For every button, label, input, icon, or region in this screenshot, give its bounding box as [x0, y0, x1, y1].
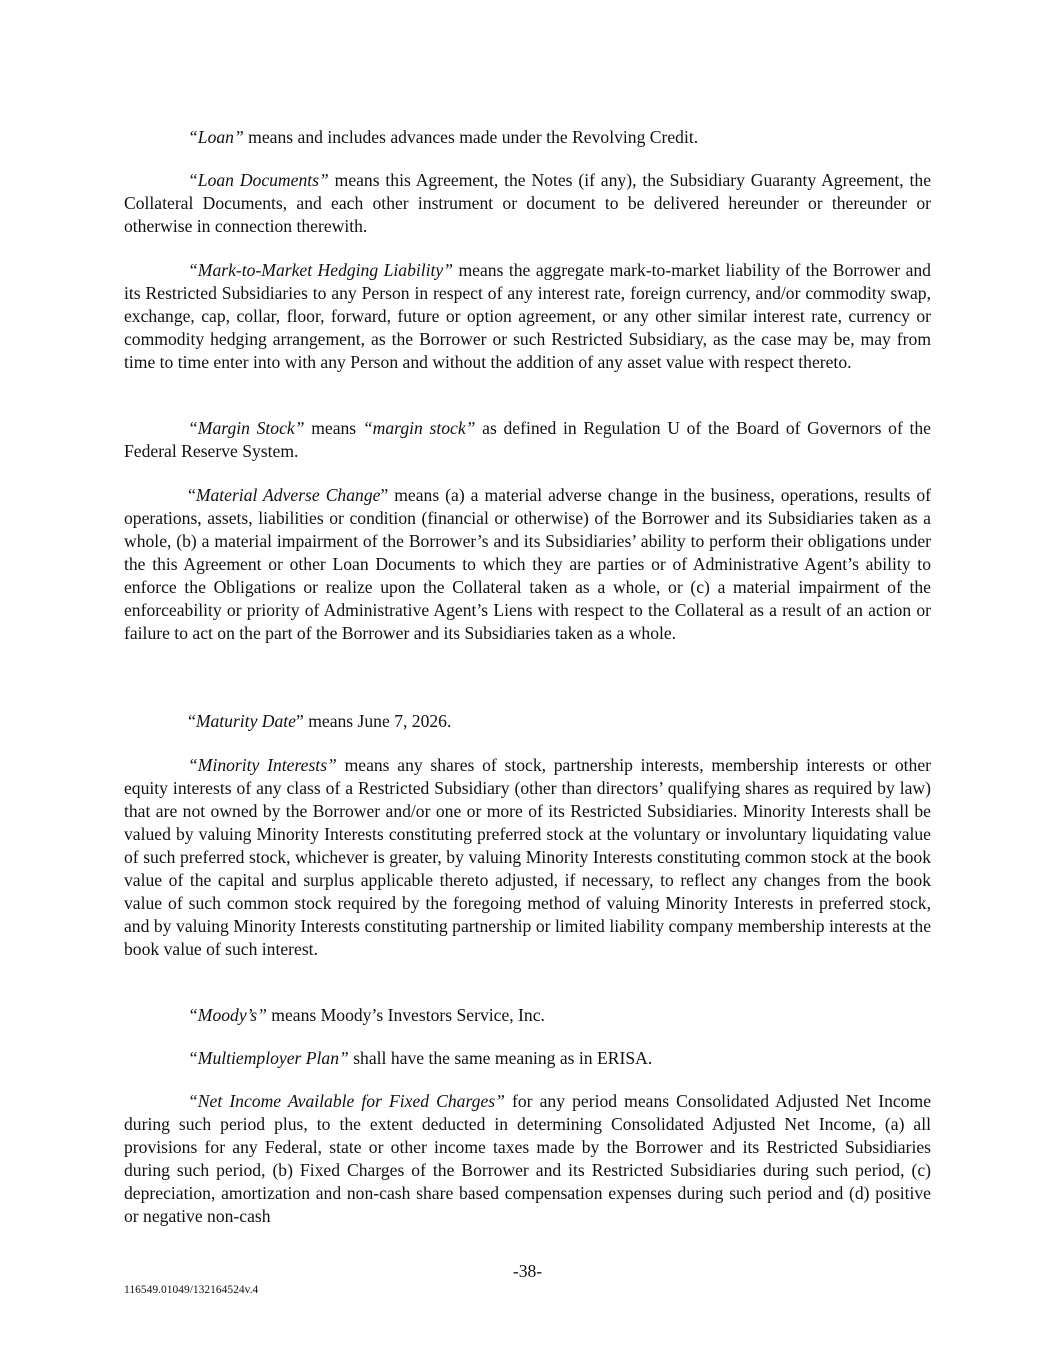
definition-text: for any period means Consolidated Adjusted Net Income during such period plus, to the extent deducted in determining Consolidated Adjusted Net Income, (a) all provisions for any Federal, state or other income taxes made by the Borrower and its Restricted Subsidiaries during such period, (b) Fixed Charges of the Borrower and its Restricted Subsidiaries during such period, (c) depreciation, amortization and non-cash share based compensation expenses during such period and (d) positive or negative non-cash: [124, 1091, 932, 1226]
definition-text: means this Agreement, the Notes (if any), the Subsidiary Guaranty Agreement, the Collateral Documents, and each other instrument or document to be delivered hereunder or thereunder or otherwise in connection therewith.: [124, 170, 931, 236]
defined-term: “Margin Stock”: [188, 418, 305, 438]
definition-material-adverse-change: “Material Adverse Change” means (a) a material adverse change in the business, operations, results of operations, assets, liabilities or condition (financial or otherwise) of the Borrower and its Subsidiaries taken as a whole, (b) a material impairment of the Borrower’s and its Subsidiaries’ ability to perform their obligations under the this Agreement or other Loan Documents to which they are parties or of Administrative Agent’s ability to enforce the Obligations or realize upon the Collateral taken as a whole, or (c) a material impairment of the enforceability or priority of Administrative Agent’s Liens with respect to the Collateral as a result of an action or failure to act on the part of the Borrower and its Subsidiaries taken as a whole.: [124, 485, 931, 643]
definition-text: means the aggregate mark-to-market liability of the Borrower and its Restricted Subsidiaries to any Person in respect of any interest rate, foreign currency, and/or commodity swap, exchange, cap, collar, floor, forward, future or option agreement, or any other similar interest rate, currency or commodity hedging arrangement, as the Borrower or such Restricted Subsidiary, as the case may be, may from time to time enter into with any Person and without the addition of any asset value with respect thereto.: [124, 260, 931, 372]
definition-text: means: [304, 418, 363, 438]
defined-term: “Minority Interests”: [188, 755, 337, 775]
defined-term: “Moody’s”: [188, 1005, 267, 1025]
defined-term: “Multiemployer Plan”: [188, 1048, 349, 1068]
definition-text: means June 7, 2026.: [303, 711, 452, 731]
definition-loan: [124, 126, 931, 149]
definition-text: means and includes advances made under the Revolving Credit.: [243, 127, 699, 147]
definition-text: means Moody’s Investors Service, Inc.: [266, 1005, 545, 1025]
definition-text: means any shares of stock, partnership interests, membership interests or other equity interests of any class of a Restricted Subsidiary (other than directors’ qualifying shares as required by law) that are not owned by the Borrower and/or one or more of its Restricted Subsidiaries. Minority Interests shall be valued by valuing Minority Interests constituting preferred stock at the voluntary or involuntary liquidating value of such preferred stock, whichever is greater, by valuing Minority Interests constituting common stock at the book value of the capital and surplus applicable thereto adjusted, if necessary, to reflect any changes from the book value of such common stock required by the foregoing method of valuing Minority Interests in preferred stock, and by valuing Minority Interests constituting partnership or limited liability company membership interests at the book value of such interest.: [124, 755, 932, 959]
definition-maturity-date: “Maturity Date” means June 7, 2026.: [188, 711, 452, 731]
definition-moodys: [124, 1004, 931, 1027]
defined-term: “Loan Documents”: [188, 170, 329, 190]
defined-term: Material Adverse Change: [195, 485, 381, 505]
definition-multiemployer-plan: [124, 1047, 931, 1070]
definition-text: as defined in Regulation U of the Board of Governors of the Federal Reserve System.: [124, 418, 931, 461]
defined-term: “Net Income Available for Fixed Charges”: [188, 1091, 505, 1111]
definition-mark-to-market-hedging-liability: [124, 259, 931, 374]
definition-loan-documents: [124, 169, 931, 238]
definition-text: shall have the same meaning as in ERISA.: [348, 1048, 653, 1068]
definition-minority-interests: [124, 754, 931, 961]
defined-term: “Loan”: [188, 127, 244, 147]
defined-term: “Mark-to-Market Hedging Liability”: [188, 260, 454, 280]
document-id: 116549.01049/132164524v.4: [124, 1284, 259, 1296]
definition-text: means (a) a material adverse change in the business, operations, results of operations, assets, liabilities or condition (financial or otherwise) of the Borrower and its Subsidiaries taken as a whole, (b) a material impairment of the Borrower’s and its Subsidiaries’ ability to perform their obligations under the this Agreement or other Loan Documents to which they are parties or of Administrative Agent’s ability to enforce the Obligations or realize upon the Collateral taken as a whole, or (c) a material impairment of the enforceability or priority of Administrative Agent’s Liens with respect to the Collateral as a result of an action or failure to act on the part of the Borrower and its Subsidiaries taken as a whole.: [124, 485, 931, 643]
definition-net-income-available-for-fixed-charges: [124, 1090, 931, 1228]
page-number: -38-: [512, 1261, 543, 1281]
quoted-term: “margin stock”: [362, 418, 476, 438]
definition-margin-stock: [124, 417, 931, 463]
defined-term: Maturity Date: [195, 711, 296, 731]
